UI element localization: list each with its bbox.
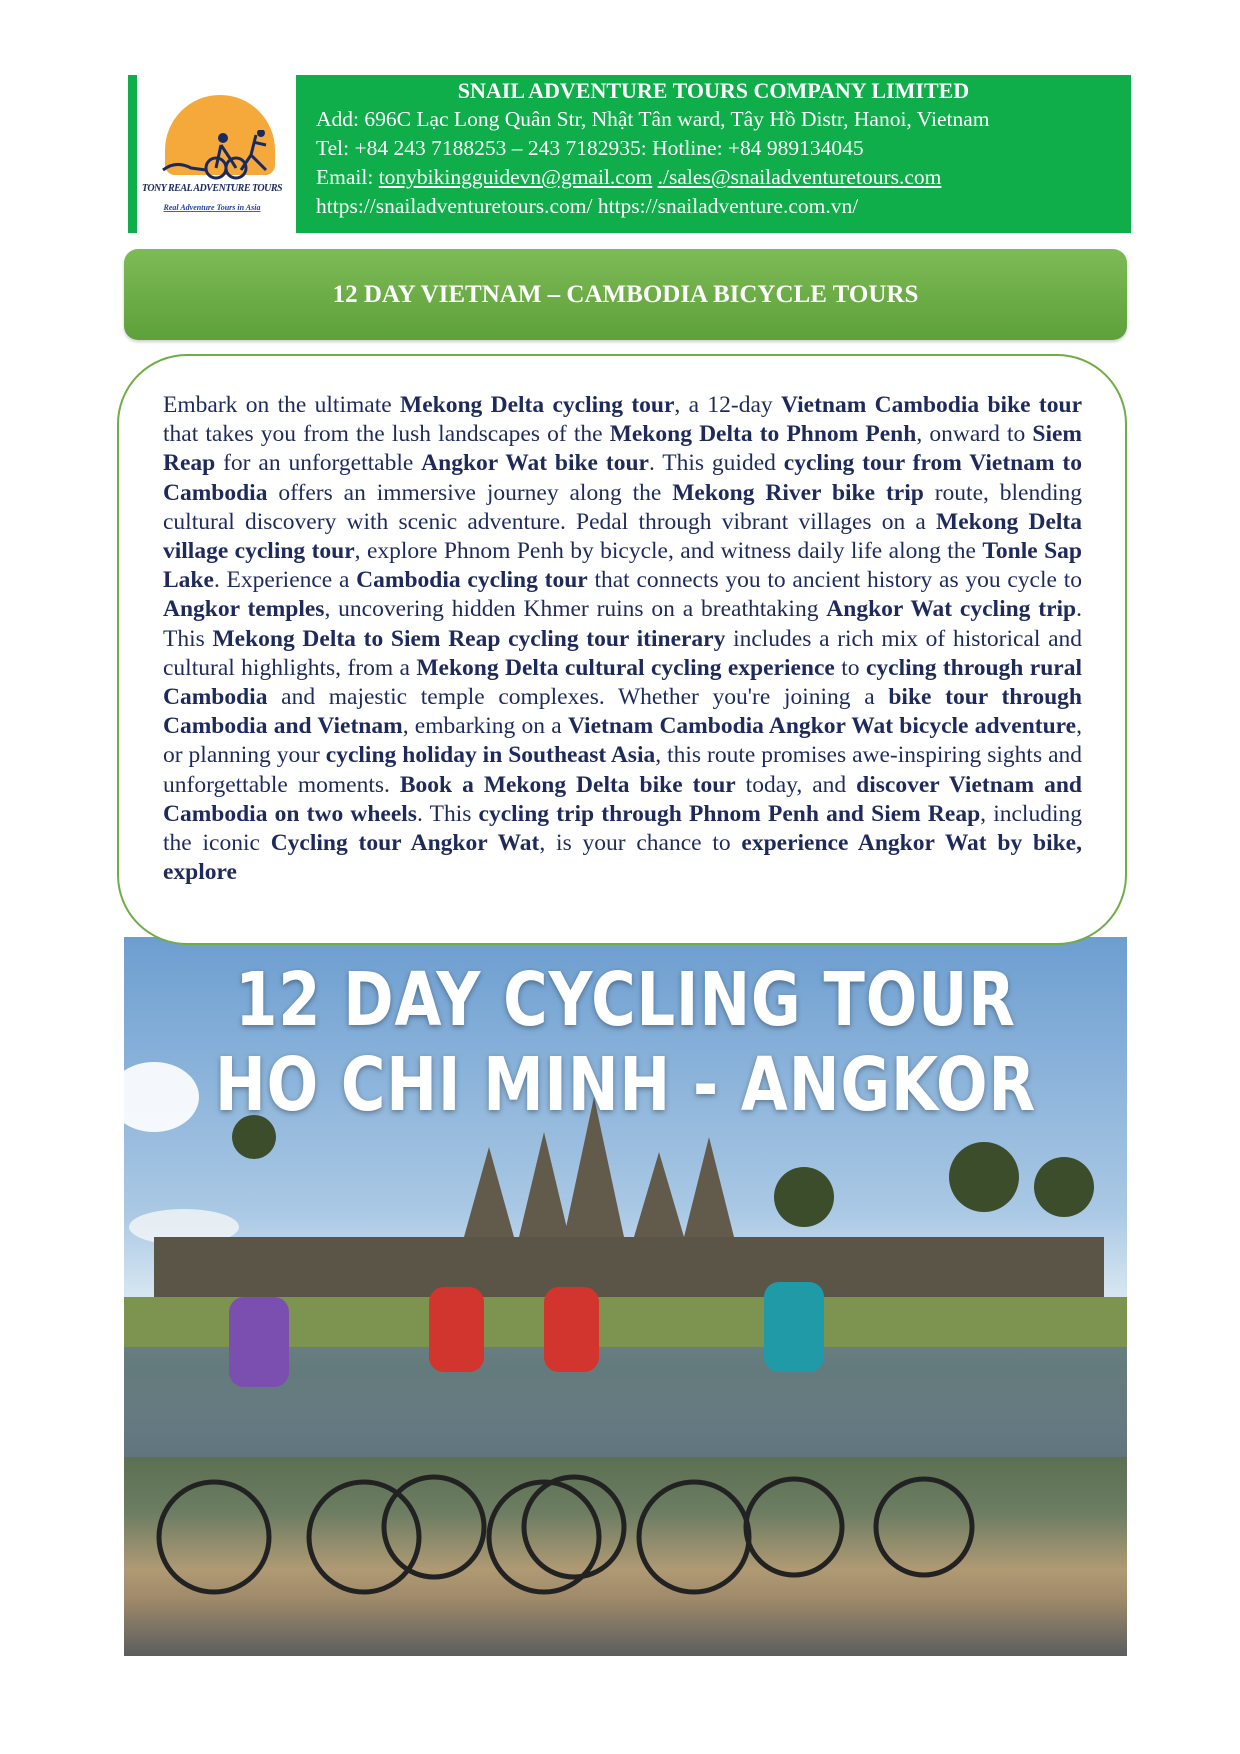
body-text: , or planning your [163, 713, 1082, 769]
tour-title: 12 DAY VIETNAM – CAMBODIA BICYCLE TOURS [332, 280, 919, 308]
tour-cover-photo [124, 937, 1127, 1656]
body-text: offers an immersive journey along the [267, 479, 673, 506]
body-text: to [834, 654, 866, 681]
company-websites[interactable]: https://snailadventuretours.com/ https://snailadventure.com.vn/ [316, 194, 859, 218]
body-text: includes a rich mix of historical and cultural highlights, from a [163, 625, 1082, 681]
keyword-phrase: Angkor Wat bike tour [421, 450, 649, 477]
company-address: Add: 696C Lạc Long Quân Str, Nhật Tân ward, Tây Hồ Distr, Hanoi, Vietnam [316, 107, 990, 131]
triathlon-riders-icon [161, 130, 281, 180]
email-link-1[interactable]: tonybikingguidevn@gmail.com [378, 165, 653, 189]
keyword-phrase: Mekong River bike trip [672, 479, 924, 506]
body-text: , uncovering hidden Khmer ruins on a breathtaking [324, 596, 827, 623]
body-text: route, blending cultural discovery with scenic adventure. Pedal through vibrant villages on a [163, 479, 1082, 535]
body-text: , explore Phnom Penh by bicycle, and witness daily life along the [354, 538, 983, 565]
intro-paragraph [163, 391, 1082, 911]
body-text: , is your chance to [539, 830, 742, 857]
keyword-phrase: Book a Mekong Delta bike tour [399, 771, 736, 798]
logo-name: TONY REAL ADVENTURE TOURS [141, 183, 283, 194]
keyword-phrase: cycling tour from Vietnam to Cambodia [163, 450, 1082, 506]
email-link-2[interactable]: ./sales@snailadventuretours.com [657, 165, 942, 189]
keyword-phrase: Mekong Delta to Phnom Penh [609, 421, 917, 448]
body-text: and majestic temple complexes. Whether you're joining a [267, 684, 889, 711]
keyword-phrase: Vietnam Cambodia bike tour [781, 392, 1082, 418]
keyword-phrase: Cycling tour Angkor Wat [270, 830, 540, 857]
body-text: that connects you to ancient history as you cycle to [587, 567, 1082, 594]
keyword-phrase: cycling holiday in Southeast Asia [325, 742, 656, 769]
photo-title-line-2: HO CHI MINH - ANGKOR [214, 1042, 1037, 1128]
keyword-phrase: Angkor temples [163, 596, 325, 623]
keyword-phrase: , explore [163, 830, 1082, 886]
body-text: . Experience a [213, 567, 357, 594]
logo-tagline: Real Adventure Tours in Asia [163, 203, 261, 212]
body-text: , including the iconic [163, 800, 1082, 857]
body-text: . This guided [648, 450, 784, 477]
keyword-phrase: Vietnam Cambodia Angkor Wat bicycle adventure [567, 713, 1077, 740]
company-header [296, 75, 1131, 233]
body-text: today, and [735, 771, 857, 798]
email-label: Email: [316, 165, 379, 189]
company-email [316, 163, 1131, 192]
keyword-phrase: cycling trip through Phnom Penh and Siem Reap [478, 800, 981, 827]
keyword-phrase: Siem Reap [163, 421, 1082, 477]
keyword-phrase: bike tour through Cambodia and Vietnam [163, 684, 1082, 740]
keyword-phrase: Cambodia cycling tour [356, 567, 588, 594]
body-text: for an unforgettable [215, 450, 422, 477]
body-text: , this route promises awe-inspiring sights and unforgettable moments. [163, 742, 1082, 798]
body-text: . This [416, 800, 479, 827]
body-text: , embarking on a [402, 713, 568, 740]
tour-title-banner [124, 249, 1127, 340]
intro-box [117, 354, 1127, 945]
keyword-phrase: Angkor Wat cycling trip [826, 596, 1077, 623]
body-text: . This [163, 596, 1082, 652]
keyword-phrase: Tonle Sap Lake [163, 538, 1082, 594]
keyword-phrase: Mekong Delta to Siem Reap cycling tour itinerary [212, 625, 726, 652]
keyword-phrase: discover Vietnam and Cambodia on two wheels [163, 771, 1082, 827]
keyword-phrase: Mekong Delta cycling tour [400, 392, 675, 418]
keyword-phrase: Mekong Delta cultural cycling experience [416, 654, 835, 681]
body-text: , onward to [916, 421, 1033, 448]
keyword-phrase: cycling through rural Cambodia [163, 654, 1082, 711]
body-text: Embark on the ultimate [163, 392, 401, 418]
body-text: that takes you from the lush landscapes of the [163, 421, 610, 448]
photo-title-line-1: 12 DAY CYCLING TOUR [235, 957, 1016, 1043]
body-text: , a 12-day [674, 392, 782, 418]
keyword-phrase: Mekong Delta village cycling tour [163, 508, 1082, 565]
company-name: SNAIL ADVENTURE TOURS COMPANY LIMITED [457, 78, 970, 103]
keyword-phrase: experience Angkor Wat by bike [741, 830, 1077, 857]
company-phone: Tel: +84 243 7188253 – 243 7182935: Hotline: +84 989134045 [316, 136, 864, 160]
company-logo [128, 75, 296, 233]
